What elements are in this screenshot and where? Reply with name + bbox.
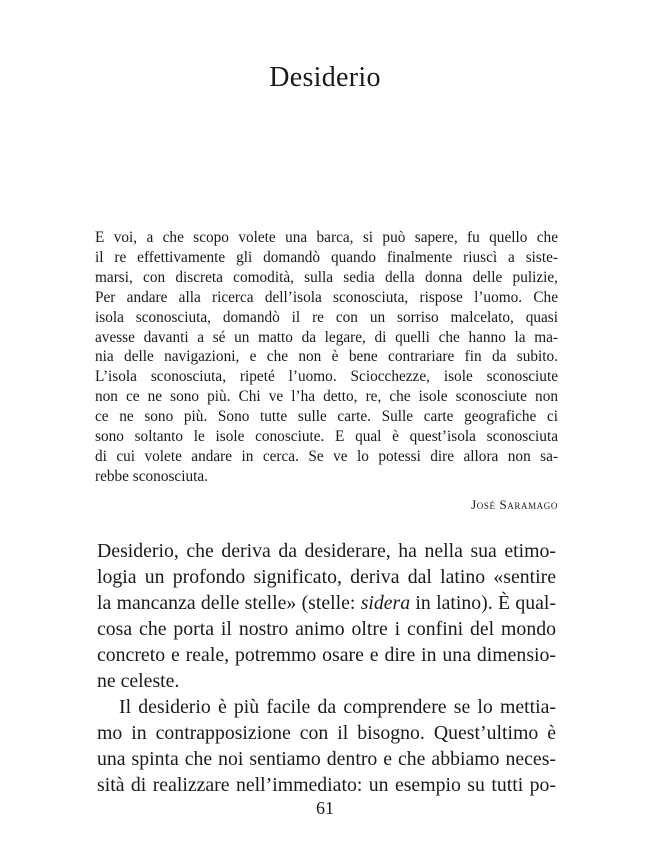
paragraph-line: ne celeste. [97, 670, 180, 692]
epigraph-line: L’isola sconosciuta, ripeté l’uomo. Sciocchezze, isole sconosciute [95, 368, 558, 386]
epigraph-line: il re effettivamente gli domandò quando finalmente riuscì a siste- [95, 248, 558, 266]
epigraph-line: di cui volete andare in cerca. Se ve lo potessi dire allora non sa- [95, 447, 558, 465]
text-segment: in latino). È qual- [410, 592, 556, 614]
epigraph-line: avesse davanti a sé un matto da legare, di quelli che hanno la ma- [95, 328, 558, 346]
epigraph-line: Per andare alla ricerca dell’isola sconosciuta, rispose l’uomo. Che [95, 288, 558, 306]
paragraph-line: una spinta che noi sentiamo dentro e che abbiamo neces- [97, 748, 556, 770]
chapter-title: Desiderio [269, 62, 381, 93]
paragraph-line [97, 590, 556, 616]
epigraph-line: non ce ne sono più. Chi ve l’ha detto, re, che isole sconosciute non [95, 388, 558, 406]
epigraph-author: José Saramago [471, 496, 558, 512]
paragraph-line: Il desiderio è più facile da comprendere se lo mettia- [119, 696, 556, 718]
paragraph-2 [97, 694, 556, 798]
paragraph-line: logia un profondo significato, deriva dal latino «sentire [97, 566, 556, 588]
paragraph-line: mo in contrapposizione con il bisogno. Quest’ultimo è [97, 722, 556, 744]
body-text [97, 538, 556, 798]
italic-word: sidera [360, 592, 411, 614]
epigraph-line: nia delle navigazioni, e che non è bene contrariare fin da subito. [95, 348, 558, 366]
epigraph-line: sono soltanto le isole conosciute. E qual è quest’isola sconosciuta [95, 428, 558, 446]
epigraph-line: ce ne sono più. Sono tutte sulle carte. Sulle carte geografiche ci [95, 408, 558, 426]
epigraph-line: E voi, a che scopo volete una barca, si può sapere, fu quello che [95, 229, 558, 246]
paragraph-line: Desiderio, che deriva da desiderare, ha nella sua etimo- [97, 540, 556, 562]
paragraph-1 [97, 538, 556, 694]
paragraph-line: concreto e reale, potremmo osare e dire in una dimensio- [97, 644, 556, 666]
epigraph-text [95, 228, 558, 487]
page-number: 61 [316, 798, 334, 818]
paragraph-line: sità di realizzare nell’immediato: un esempio su tutti po- [97, 774, 556, 796]
epigraph-line: isola sconosciuta, domandò il re con un sorriso malcelato, quasi [95, 308, 558, 326]
epigraph [95, 228, 558, 513]
paragraph-line: cosa che porta il nostro animo oltre i confini del mondo [97, 618, 556, 640]
text-segment: la mancanza delle stelle» (stelle: [97, 592, 361, 614]
epigraph-line: rebbe sconosciuta. [95, 467, 208, 485]
epigraph-line: marsi, con discreta comodità, sulla sedia della donna delle pulizie, [95, 268, 558, 286]
